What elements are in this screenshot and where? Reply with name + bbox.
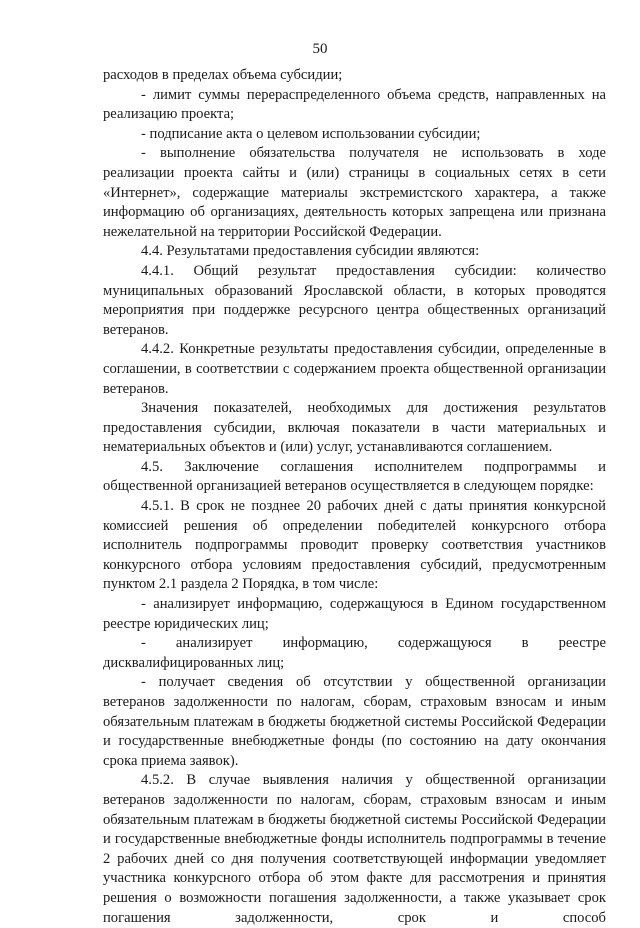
paragraph-continuation: расходов в пределах объема субсидии;	[103, 67, 343, 83]
paragraph-disqualified-registry: - анализирует информацию, содержащуюся в реестре дисквалифицированных лиц;	[103, 635, 606, 671]
paragraph-4-5-2: 4.5.2. В случае выявления наличия у общественной организации ветеранов задолженности по налогам, сборам, страховым взносам и иным обязательным платежам в бюджеты бюджетной системы Российской Федерации и государственные внебюджетные фонды исполнитель подпрограммы в течение 2 рабочих дней со дня получения соответствующей информации уведомляет участника конкурсного отбора об этом факте для рассмотрения и принятия решения о возможности погашения задолженности, а также указывает срок погашения задолженности, срок и способ	[103, 772, 606, 926]
paragraph-usage-act: - подписание акта о целевом использовании субсидии;	[141, 125, 481, 142]
paragraph-tax-debt-info: - получает сведения об отсутствии у общественной организации ветеранов задолженности по налогам, сборам, страховым взносам и иным обязательным платежам в бюджеты бюджетной системы Российской Федерации и государственные внебюджетные фонды (по состоянию на дату окончания срока приема заявок).	[103, 674, 606, 769]
paragraph-4-5: 4.5. Заключение соглашения исполнителем подпрограммы и общественной организацией ветеранов осуществляется в следующем порядке:	[103, 458, 606, 495]
paragraph-subsidy-limit: - лимит суммы перераспределенного объема средств, направленных на реализацию проекта;	[103, 86, 606, 123]
paragraph-4-5-1: 4.5.1. В срок не позднее 20 рабочих дней с даты принятия конкурсной комиссией решения об определении победителей конкурсного отбора исполнитель подпрограммы проводит проверку соответствия участников конкурсного отбора условиям предоставления субсидий, предусмотренным пунктом 2.1 раздела 2 Порядка, в том числе:	[103, 498, 606, 593]
paragraph-4-4-1: 4.4.1. Общий результат предоставления субсидии: количество муниципальных образований Ярославской области, в которых проводятся мероприятия при поддержке ресурсного центра общественных организаций ветеранов.	[103, 262, 606, 338]
page-number: 50	[312, 41, 328, 57]
paragraph-4-4: 4.4. Результатами предоставления субсидии являются:	[141, 243, 480, 260]
paragraph-4-4-2: 4.4.2. Конкретные результаты предоставления субсидии, определенные в соглашении, в соответствии с содержанием проекта общественной организации ветеранов.	[103, 341, 606, 397]
paragraph-internet-obligation: - выполнение обязательства получателя не использовать в ходе реализации проекта сайты и (или) страницы в социальных сетях в сети «Интернет», содержащие материалы экстремистского характера, а также информацию об организациях, деятельность которых запрещена или признана нежелательной на территории Российской Федерации.	[103, 145, 606, 240]
document-body	[103, 66, 606, 928]
paragraph-indicators: Значения показателей, необходимых для достижения результатов предоставления субсидии, включая показатели в части материальных и нематериальных объектов и (или) услуг, устанавливаются соглашением.	[103, 400, 606, 456]
paragraph-egrul: - анализирует информацию, содержащуюся в Едином государственном реестре юридических лиц;	[103, 596, 606, 632]
